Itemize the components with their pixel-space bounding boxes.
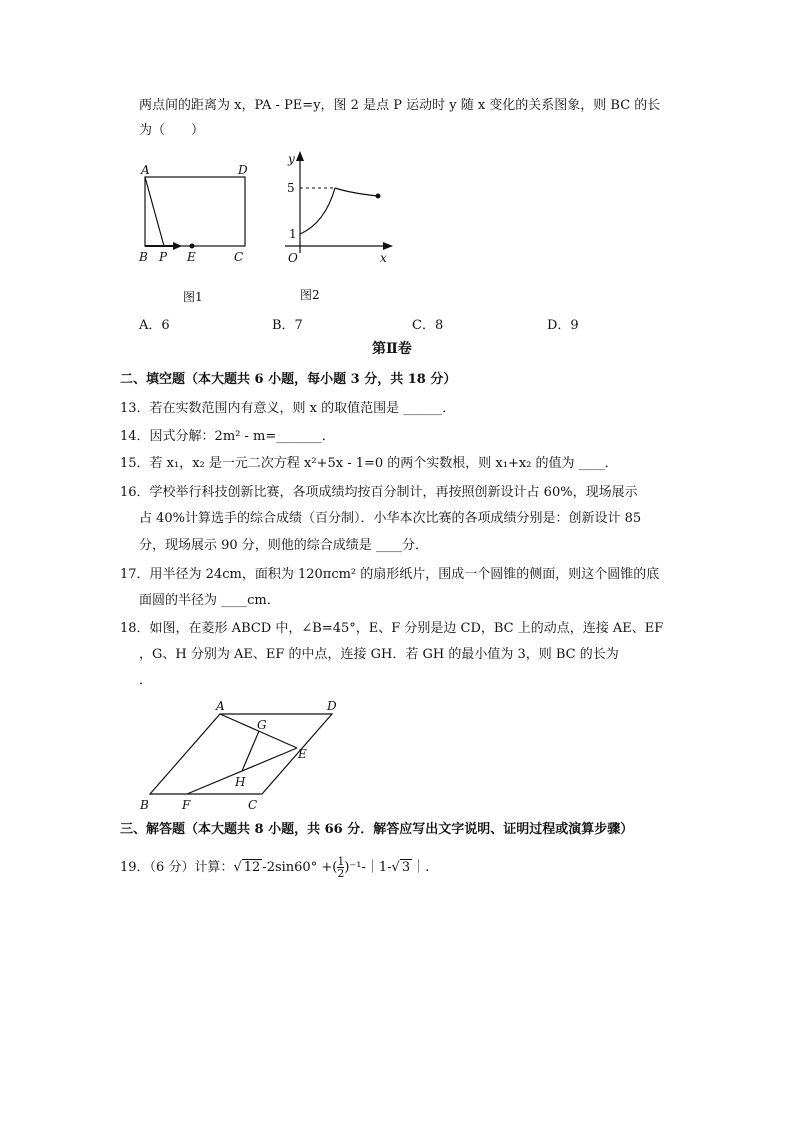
q15-text: 15．若 x₁，x₂ 是一元二次方程 x²+5x - 1=0 的两个实数根，则 x₁+x₂ 的值为 ____． — [120, 456, 618, 471]
q19-tail: ｜. — [412, 860, 430, 875]
curve-rising — [300, 188, 335, 234]
q12-figure1 — [130, 160, 260, 270]
fig18-label-e: E — [298, 747, 307, 761]
fig18-label-d: D — [327, 699, 337, 713]
label-1: 1 — [289, 227, 297, 241]
section3-title: 三、解答题（本大题共 8 小题，共 66 分．解答应写出文字说明、证明过程或演算步骤） — [120, 822, 634, 837]
segment-ap — [145, 177, 164, 246]
frac-num: 1 — [337, 855, 345, 868]
y-arrow — [296, 151, 304, 161]
q17-text-line1: 17．用半径为 24cm，面积为 120πcm² 的扇形纸片，围成一个圆锥的侧面，则这个圆锥的底 — [120, 567, 660, 582]
q17-text-line2: 面圆的半径为 ____cm． — [139, 593, 280, 608]
q14-text: 14．因式分解：2m² - m=_______． — [120, 429, 335, 444]
section2-title: 二、填空题（本大题共 6 小题，每小题 3 分，共 18 分） — [120, 372, 457, 387]
fig18-label-g: G — [257, 718, 267, 732]
frac-den: 2 — [337, 867, 345, 880]
q18-figure-rhombus — [135, 697, 350, 815]
label-o: O — [288, 251, 298, 265]
q19-plus: +( — [321, 860, 338, 875]
q12-option-a[interactable]: A．6 — [139, 318, 170, 333]
rectangle-abcd — [145, 177, 245, 246]
q16-text-line3: 分，现场展示 90 分，则他的综合成绩是 ____分． — [139, 538, 428, 553]
q12-option-b[interactable]: B．7 — [272, 318, 303, 333]
q12-figure2 — [280, 148, 395, 268]
q12-text-line2: 为（ ） — [139, 123, 205, 138]
sqrt-sign-2: √ — [391, 860, 400, 875]
end-point — [376, 194, 381, 199]
curve-falling — [335, 188, 378, 196]
sqrt-sign: √ — [233, 860, 242, 875]
q19-sqrt12: 12 — [243, 860, 261, 875]
q12-option-d[interactable]: D．9 — [547, 318, 579, 333]
label-a: A — [141, 163, 150, 177]
fig18-label-c: C — [248, 798, 258, 812]
label-e: E — [187, 250, 196, 264]
q18-text-line3: ． — [139, 673, 153, 688]
section2-heading: 第Ⅱ卷 — [372, 341, 412, 357]
x-arrow — [383, 242, 393, 250]
fig18-label-h: H — [235, 775, 246, 789]
q18-text-line2: ，G、H 分别为 AE、EF 的中点，连接 GH．若 GH 的最小值为 3，则 BC 的长为 — [139, 647, 619, 662]
q19-text — [120, 856, 429, 879]
fig2-caption: 图2 — [300, 288, 320, 302]
label-x: x — [380, 251, 387, 265]
point-e — [190, 244, 195, 249]
q13-text: 13．若在实数范围内有意义，则 x 的取值范围是 ______． — [120, 401, 456, 416]
q12-option-c[interactable]: C．8 — [412, 318, 444, 333]
q12-text-line1: 两点间的距离为 x，PA - PE=y，图 2 是点 P 运动时 y 随 x 变化的关系图象，则 BC 的长 — [139, 98, 661, 113]
label-d: D — [238, 163, 248, 177]
q19-mid: -2sin60° — [262, 860, 318, 875]
label-y: y — [288, 152, 295, 166]
fig18-label-b: B — [140, 798, 149, 812]
fig18-label-a: A — [216, 699, 225, 713]
label-5: 5 — [287, 181, 295, 195]
arrow-head — [173, 242, 182, 250]
q16-text-line2: 占 40%计算选手的综合成绩（百分制）．小华本次比赛的各项成绩分别是：创新设计 85 — [139, 511, 642, 526]
label-b: B — [139, 250, 148, 264]
q19-exp-part: )⁻¹-｜1- — [344, 860, 392, 875]
label-p: P — [159, 250, 168, 264]
q18-text-line1: 18．如图，在菱形 ABCD 中，∠B=45°，E、F 分别是边 CD，BC 上的动点，连接 AE、EF — [120, 621, 664, 636]
q16-text-line1: 16．学校举行科技创新比赛，各项成绩均按百分制计，再按照创新设计占 60%，现场展示 — [120, 485, 638, 500]
q19-sqrt3: 3 — [401, 860, 411, 875]
q19-prefix: 19．（6 分）计算： — [120, 860, 234, 875]
fig1-caption: 图1 — [183, 290, 203, 304]
fig18-label-f: F — [182, 798, 191, 812]
label-c: C — [234, 250, 244, 264]
